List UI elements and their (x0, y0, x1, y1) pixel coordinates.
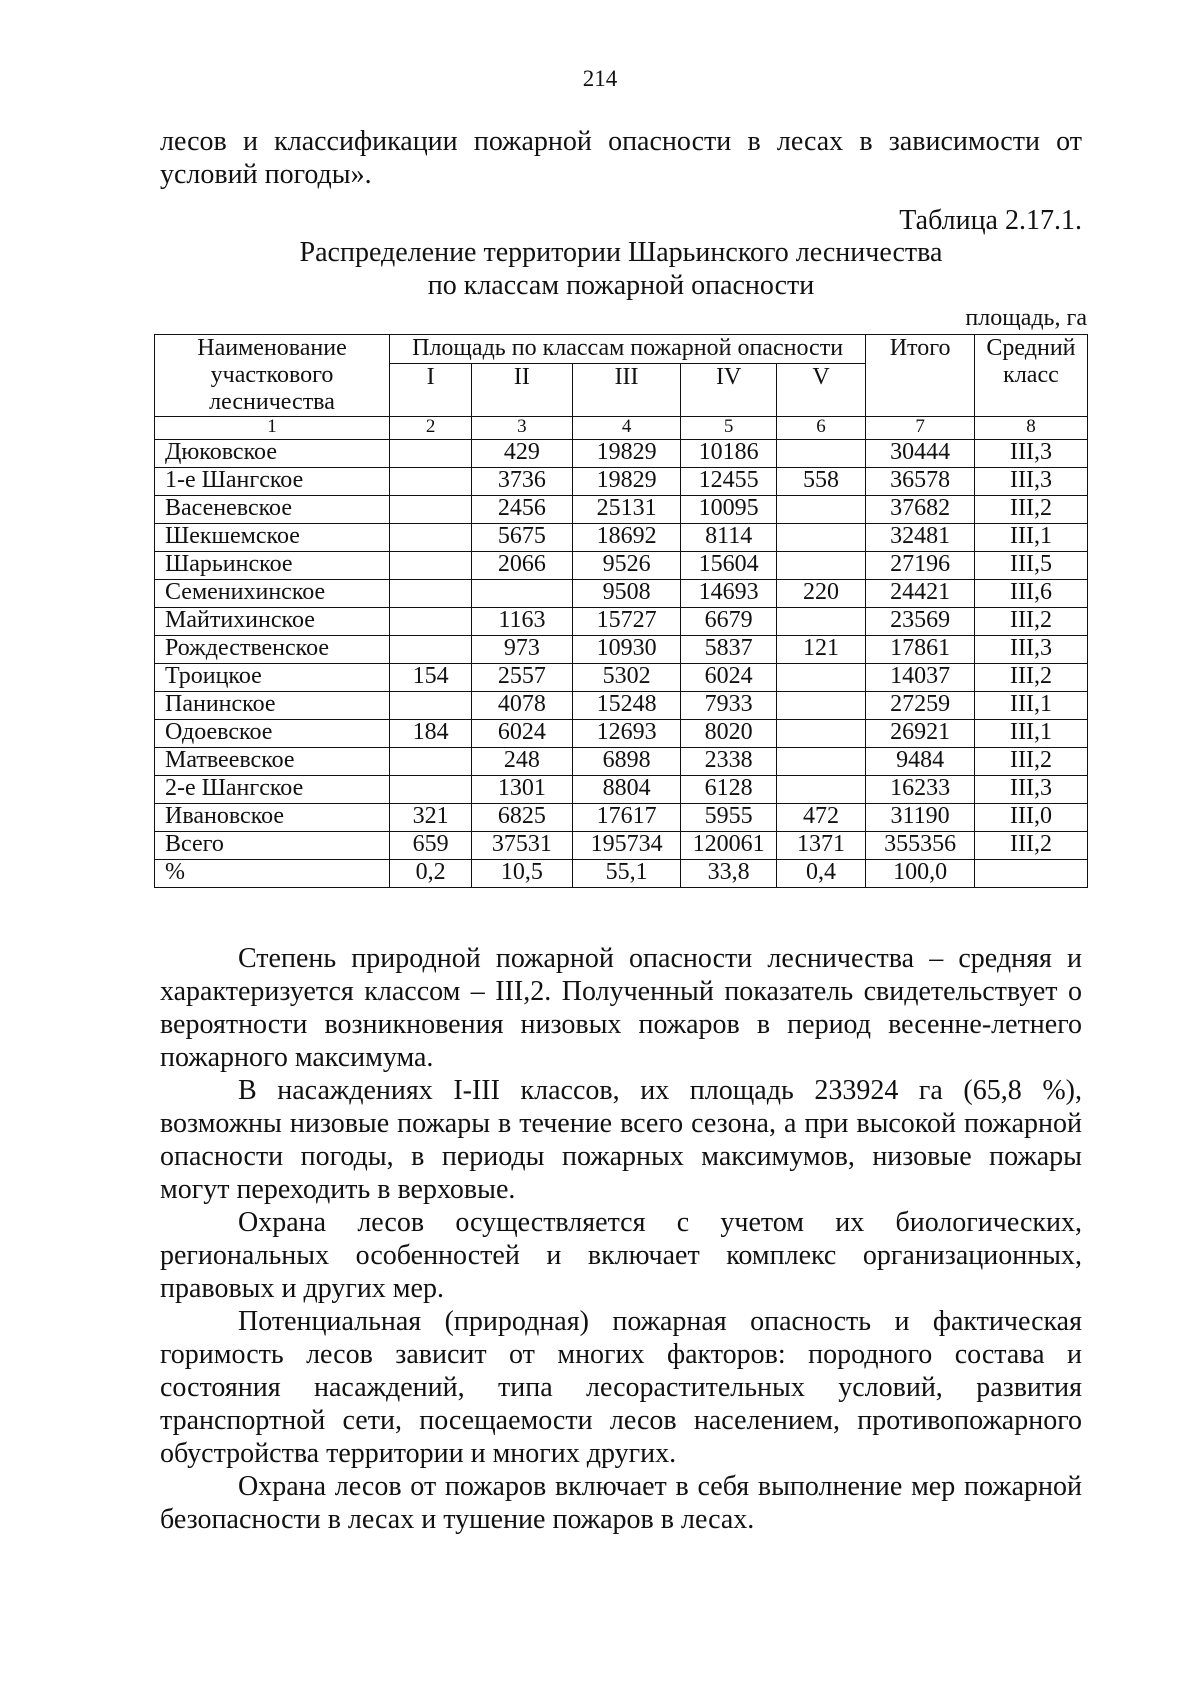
table-cell: 472 (776, 804, 865, 832)
table-cell: 19829 (572, 440, 681, 468)
table-cell: 36578 (866, 468, 975, 496)
table-cell: 659 (390, 832, 472, 860)
table-cell (390, 636, 472, 664)
table-cell: 15727 (572, 608, 681, 636)
table-cell: III,1 (974, 720, 1087, 748)
table-cell: 9508 (572, 580, 681, 608)
table-cell: 8020 (681, 720, 776, 748)
table-row (155, 832, 1088, 860)
table-cell: 8804 (572, 776, 681, 804)
table-row (155, 664, 1088, 692)
table-cell (776, 496, 865, 524)
table-cell: 6679 (681, 608, 776, 636)
table-title-line2: по классам пожарной опасности (427, 270, 815, 301)
row-name-cell: Ивановское (155, 804, 390, 832)
continuation-text: лесов и классификации пожарной опасности в лесах в зависимости от условий погоды». (160, 126, 1082, 190)
row-name-cell: 1-е Шангское (155, 468, 390, 496)
column-number-cell: 8 (974, 417, 1087, 440)
table-cell (776, 440, 865, 468)
table-row (155, 524, 1088, 552)
table-cell: III,2 (974, 496, 1087, 524)
table-title-line1: Распределение территории Шарьинского лесничества (299, 237, 943, 268)
table-units: площадь, га (965, 305, 1087, 331)
table-cell (472, 580, 573, 608)
row-name-cell: Васеневское (155, 496, 390, 524)
table-cell: 27196 (866, 552, 975, 580)
table-cell (390, 580, 472, 608)
table-cell: 31190 (866, 804, 975, 832)
table-cell: 10930 (572, 636, 681, 664)
table-cell: 973 (472, 636, 573, 664)
row-name-cell: Троицкое (155, 664, 390, 692)
row-name-cell: Шекшемское (155, 524, 390, 552)
row-name-cell: 2-е Шангское (155, 776, 390, 804)
table-cell: 2066 (472, 552, 573, 580)
table-cell: 1301 (472, 776, 573, 804)
table-cell: 12455 (681, 468, 776, 496)
table-cell: 195734 (572, 832, 681, 860)
table-cell: III,3 (974, 440, 1087, 468)
table-cell (390, 748, 472, 776)
table-cell: 5837 (681, 636, 776, 664)
table-cell (390, 468, 472, 496)
table-cell: III,6 (974, 580, 1087, 608)
table-cell: III,3 (974, 468, 1087, 496)
table-row (155, 860, 1088, 888)
table-cell: III,5 (974, 552, 1087, 580)
table-cell (776, 776, 865, 804)
table-cell (390, 440, 472, 468)
table-cell: 25131 (572, 496, 681, 524)
table-row (155, 496, 1088, 524)
table-cell: 120061 (681, 832, 776, 860)
table-cell: 23569 (866, 608, 975, 636)
table-cell (390, 692, 472, 720)
table-cell (776, 608, 865, 636)
table-cell: 26921 (866, 720, 975, 748)
table-row (155, 748, 1088, 776)
table-cell: 15248 (572, 692, 681, 720)
table-cell: 33,8 (681, 860, 776, 888)
table-cell: 121 (776, 636, 865, 664)
fire-class-table (154, 334, 1088, 888)
table-cell: 27259 (866, 692, 975, 720)
table-cell: 1371 (776, 832, 865, 860)
paragraph-4: Потенциальная (природная) пожарная опасность и фактическая горимость лесов зависит от многих факторов: породного состава и состояния насаждений, типа лесорастительных условий, развития транспортной сети, посещаемости лесов населением, противопожарного обустройства территории и многих других. (160, 1306, 1082, 1469)
table-cell: 0,4 (776, 860, 865, 888)
table-cell (390, 608, 472, 636)
table-row (155, 692, 1088, 720)
table-cell: 10,5 (472, 860, 573, 888)
row-name-cell: Семенихинское (155, 580, 390, 608)
table-cell: 30444 (866, 440, 975, 468)
table-cell: 9526 (572, 552, 681, 580)
table-cell: III,2 (974, 748, 1087, 776)
table-cell (776, 552, 865, 580)
table-cell: 100,0 (866, 860, 975, 888)
table-row (155, 608, 1088, 636)
table-cell: 6898 (572, 748, 681, 776)
column-number-cell: 7 (866, 417, 975, 440)
table-cell: 8114 (681, 524, 776, 552)
table-cell (390, 776, 472, 804)
table-cell: 355356 (866, 832, 975, 860)
table-cell: III,3 (974, 776, 1087, 804)
header-class-1: I (390, 364, 472, 417)
column-number-cell: 5 (681, 417, 776, 440)
table-cell: 2338 (681, 748, 776, 776)
table-cell (390, 496, 472, 524)
paragraph-3: Охрана лесов осуществляется с учетом их биологических, региональных особенностей и включает комплекс организационных, правовых и других мер. (160, 1207, 1082, 1304)
row-name-cell: Одоевское (155, 720, 390, 748)
table-cell: III,2 (974, 832, 1087, 860)
header-area-group: Площадь по классам пожарной опасности (390, 335, 866, 364)
table-cell: 16233 (866, 776, 975, 804)
page-number: 214 (582, 66, 618, 91)
column-number-cell: 4 (572, 417, 681, 440)
table-cell: 10186 (681, 440, 776, 468)
table-cell: III,0 (974, 804, 1087, 832)
table-cell: 55,1 (572, 860, 681, 888)
table-cell (390, 552, 472, 580)
table-cell: 0,2 (390, 860, 472, 888)
header-avg-class: Средний класс (974, 335, 1087, 417)
table-cell: 321 (390, 804, 472, 832)
table-cell (776, 692, 865, 720)
table-cell: 429 (472, 440, 573, 468)
table-title (160, 236, 1082, 302)
table-cell: 14693 (681, 580, 776, 608)
table-cell: 184 (390, 720, 472, 748)
table-cell: 37682 (866, 496, 975, 524)
table-cell: 14037 (866, 664, 975, 692)
table-cell: III,1 (974, 692, 1087, 720)
table-cell: III,2 (974, 664, 1087, 692)
table-row (155, 468, 1088, 496)
table-cell: 37531 (472, 832, 573, 860)
row-name-cell: Панинское (155, 692, 390, 720)
header-class-3: III (572, 364, 681, 417)
header-class-4: IV (681, 364, 776, 417)
table-cell: 558 (776, 468, 865, 496)
paragraph-1: Степень природной пожарной опасности лесничества – средняя и характеризуется классом – III,2. Полученный показатель свидетельствует о вероятности возникновения низовых пожаров в период весенне-летнего пожарного максимума. (160, 943, 1082, 1073)
table-cell: 7933 (681, 692, 776, 720)
table-cell: 4078 (472, 692, 573, 720)
table-cell: 32481 (866, 524, 975, 552)
row-name-cell: Майтихинское (155, 608, 390, 636)
table-row (155, 440, 1088, 468)
table-cell: 154 (390, 664, 472, 692)
table-row (155, 580, 1088, 608)
table-cell: 17861 (866, 636, 975, 664)
table-cell (776, 748, 865, 776)
table-cell: 248 (472, 748, 573, 776)
table-cell: 9484 (866, 748, 975, 776)
row-name-cell: Дюковское (155, 440, 390, 468)
table-cell: 17617 (572, 804, 681, 832)
table-cell: 24421 (866, 580, 975, 608)
table-cell: III,1 (974, 524, 1087, 552)
row-name-cell: Рождественское (155, 636, 390, 664)
row-name-cell: Всего (155, 832, 390, 860)
table-cell: 5955 (681, 804, 776, 832)
table-cell (974, 860, 1087, 888)
table-row (155, 804, 1088, 832)
table-cell: 15604 (681, 552, 776, 580)
table-cell: 18692 (572, 524, 681, 552)
table-cell: 220 (776, 580, 865, 608)
table-header-row-1 (155, 335, 1088, 364)
column-number-cell: 3 (472, 417, 573, 440)
table-cell: 2557 (472, 664, 573, 692)
table-cell (776, 524, 865, 552)
header-total: Итого (866, 335, 975, 417)
table-cell: 19829 (572, 468, 681, 496)
table-row (155, 776, 1088, 804)
table-cell: III,3 (974, 636, 1087, 664)
column-number-cell: 6 (776, 417, 865, 440)
paragraph-5: Охрана лесов от пожаров включает в себя выполнение мер пожарной безопасности в лесах и тушение пожаров в лесах. (160, 1471, 1082, 1535)
row-name-cell: Шарьинское (155, 552, 390, 580)
column-number-row (155, 417, 1088, 440)
table-cell: 6024 (472, 720, 573, 748)
table-cell: 1163 (472, 608, 573, 636)
column-number-cell: 1 (155, 417, 390, 440)
table-cell: 6825 (472, 804, 573, 832)
table-row (155, 636, 1088, 664)
table-cell (776, 720, 865, 748)
table-cell: 5302 (572, 664, 681, 692)
table-cell (776, 664, 865, 692)
row-name-cell: Матвеевское (155, 748, 390, 776)
table-cell: 10095 (681, 496, 776, 524)
table-cell: 6128 (681, 776, 776, 804)
header-name: Наименование участкового лесничества (155, 335, 390, 417)
table-cell: III,2 (974, 608, 1087, 636)
table-cell: 3736 (472, 468, 573, 496)
table-row (155, 720, 1088, 748)
table-cell: 12693 (572, 720, 681, 748)
table-row (155, 552, 1088, 580)
table-cell (390, 524, 472, 552)
row-name-cell: % (155, 860, 390, 888)
paragraph-2: В насаждениях I-III классов, их площадь 233924 га (65,8 %), возможны низовые пожары в течение всего сезона, а при высокой пожарной опасности погоды, в периоды пожарных максимумов, низовые пожары могут переходить в верховые. (160, 1075, 1082, 1205)
table-cell: 5675 (472, 524, 573, 552)
table-caption: Таблица 2.17.1. (899, 205, 1082, 236)
header-class-2: II (472, 364, 573, 417)
column-number-cell: 2 (390, 417, 472, 440)
table-cell: 2456 (472, 496, 573, 524)
header-class-5: V (776, 364, 865, 417)
table-cell: 6024 (681, 664, 776, 692)
